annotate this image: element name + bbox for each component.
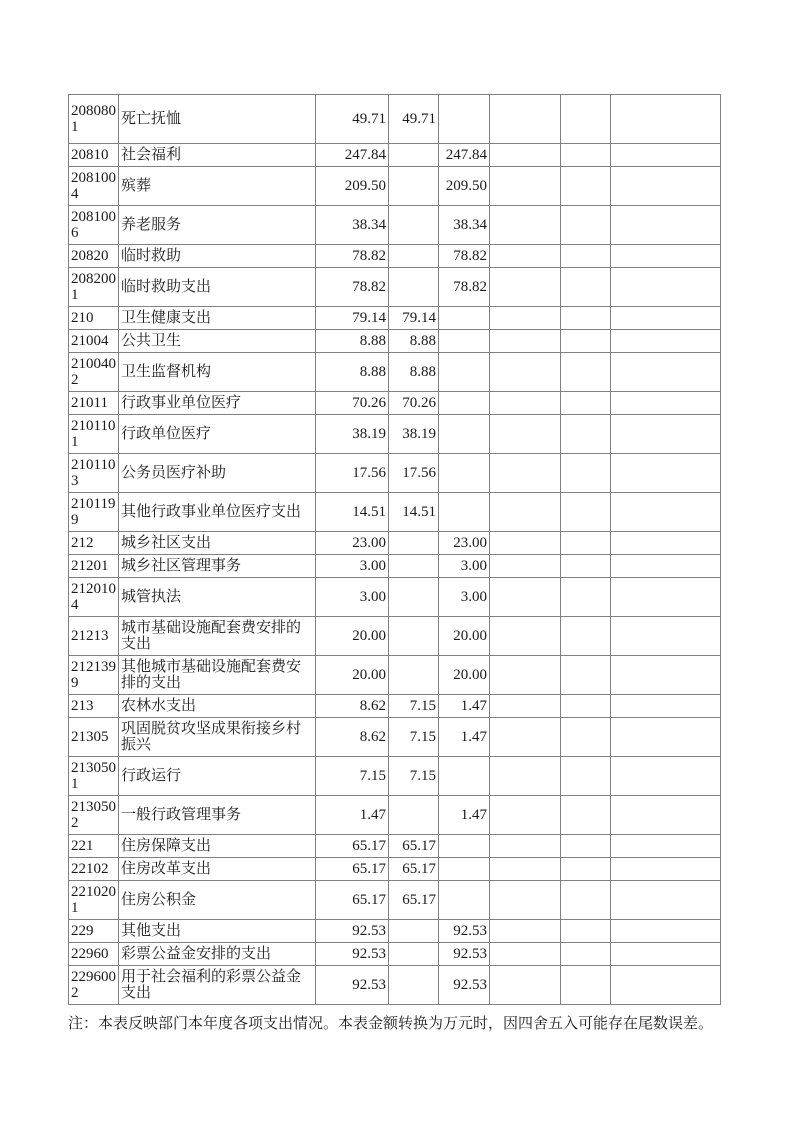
cell-code: 2100402 [69,353,119,392]
cell-value: 38.34 [439,206,490,245]
cell-value [490,532,561,555]
cell-value [490,268,561,307]
cell-value [611,920,721,943]
cell-value [611,206,721,245]
cell-value [490,920,561,943]
cell-value: 92.53 [439,920,490,943]
cell-value [490,493,561,532]
cell-value: 38.19 [389,415,439,454]
table-row [69,695,721,718]
table-row [69,454,721,493]
cell-value: 8.88 [389,330,439,353]
cell-value [439,415,490,454]
cell-value: 1.47 [439,695,490,718]
cell-value: 7.15 [389,718,439,757]
cell-value: 20.00 [316,656,389,695]
cell-value [490,415,561,454]
cell-value [561,330,611,353]
cell-value [561,144,611,167]
table-row [69,493,721,532]
cell-name: 城乡社区支出 [119,532,316,555]
table-footnote: 注：本表反映部门本年度各项支出情况。本表金额转换为万元时，因四舍五入可能存在尾数误差。 [68,1016,714,1032]
cell-value: 14.51 [316,493,389,532]
cell-value [561,617,611,656]
cell-code: 2120104 [69,578,119,617]
cell-value: 8.88 [389,353,439,392]
cell-name: 城乡社区管理事务 [119,555,316,578]
cell-name: 彩票公益金安排的支出 [119,943,316,966]
cell-value [611,578,721,617]
cell-value: 247.84 [316,144,389,167]
cell-value: 79.14 [316,307,389,330]
table-row [69,330,721,353]
cell-value: 78.82 [439,268,490,307]
cell-value [561,695,611,718]
cell-value [611,796,721,835]
cell-value: 7.15 [389,757,439,796]
cell-value: 20.00 [439,617,490,656]
cell-value [490,578,561,617]
cell-value [389,245,439,268]
cell-value [389,532,439,555]
cell-value [611,656,721,695]
cell-value: 1.47 [439,796,490,835]
cell-value [439,392,490,415]
cell-value [611,617,721,656]
cell-value [389,796,439,835]
cell-code: 21201 [69,555,119,578]
cell-value [611,268,721,307]
cell-value [561,881,611,920]
table-row [69,617,721,656]
cell-name: 用于社会福利的彩票公益金支出 [119,966,316,1005]
cell-value [389,268,439,307]
expenditure-table [68,94,721,1005]
cell-code: 213 [69,695,119,718]
cell-name: 农林水支出 [119,695,316,718]
cell-value: 1.47 [439,718,490,757]
cell-value [611,555,721,578]
cell-value: 78.82 [439,245,490,268]
cell-value: 3.00 [439,555,490,578]
cell-value [561,415,611,454]
table-row [69,532,721,555]
cell-code: 2081006 [69,206,119,245]
cell-value: 65.17 [316,881,389,920]
cell-value [439,493,490,532]
table-row [69,392,721,415]
cell-value: 49.71 [316,95,389,144]
cell-code: 2210201 [69,881,119,920]
cell-name: 住房改革支出 [119,858,316,881]
cell-value [611,881,721,920]
cell-name: 殡葬 [119,167,316,206]
cell-value: 23.00 [439,532,490,555]
cell-value: 209.50 [316,167,389,206]
cell-name: 其他行政事业单位医疗支出 [119,493,316,532]
cell-value [490,796,561,835]
cell-value [490,392,561,415]
cell-value [611,353,721,392]
table-row [69,656,721,695]
cell-code: 229 [69,920,119,943]
cell-value: 8.62 [316,695,389,718]
cell-value [611,493,721,532]
cell-value [439,881,490,920]
cell-value: 38.19 [316,415,389,454]
cell-value [561,656,611,695]
cell-value [490,95,561,144]
table-row [69,95,721,144]
cell-value [611,695,721,718]
cell-value [439,757,490,796]
table-row [69,757,721,796]
cell-value [561,454,611,493]
table-row [69,555,721,578]
cell-value [561,966,611,1005]
cell-value [490,695,561,718]
cell-value [561,307,611,330]
cell-value [611,167,721,206]
cell-value [389,920,439,943]
cell-value [389,966,439,1005]
cell-value [561,757,611,796]
cell-value [389,144,439,167]
table-row [69,796,721,835]
cell-value [561,858,611,881]
cell-value [611,144,721,167]
cell-value [561,95,611,144]
cell-value: 1.47 [316,796,389,835]
cell-code: 221 [69,835,119,858]
cell-value [611,245,721,268]
cell-value [389,555,439,578]
table-row [69,353,721,392]
cell-code: 212 [69,532,119,555]
cell-value [490,656,561,695]
cell-code: 20810 [69,144,119,167]
cell-value [561,392,611,415]
cell-code: 2082001 [69,268,119,307]
cell-value: 38.34 [316,206,389,245]
cell-value [611,757,721,796]
table-row [69,268,721,307]
cell-name: 巩固脱贫攻坚成果衔接乡村振兴 [119,718,316,757]
cell-value [490,245,561,268]
cell-value [561,835,611,858]
cell-value [490,206,561,245]
cell-code: 2121399 [69,656,119,695]
cell-value [561,920,611,943]
cell-value: 79.14 [389,307,439,330]
cell-value [611,392,721,415]
cell-value [611,943,721,966]
cell-value: 65.17 [316,835,389,858]
cell-value [490,555,561,578]
expenditure-table-body [69,95,721,1005]
cell-name: 一般行政管理事务 [119,796,316,835]
cell-name: 临时救助 [119,245,316,268]
cell-value: 92.53 [439,966,490,1005]
cell-name: 城管执法 [119,578,316,617]
cell-value: 17.56 [389,454,439,493]
cell-value: 70.26 [389,392,439,415]
cell-value: 247.84 [439,144,490,167]
cell-value [561,206,611,245]
cell-value: 65.17 [316,858,389,881]
cell-value [439,330,490,353]
cell-code: 2080801 [69,95,119,144]
cell-code: 20820 [69,245,119,268]
cell-code: 210 [69,307,119,330]
table-row [69,718,721,757]
cell-code: 2101101 [69,415,119,454]
cell-value: 20.00 [316,617,389,656]
cell-value: 7.15 [389,695,439,718]
cell-value: 70.26 [316,392,389,415]
cell-value [561,493,611,532]
cell-value [561,532,611,555]
cell-value: 17.56 [316,454,389,493]
cell-value [561,578,611,617]
cell-value [389,206,439,245]
cell-value [439,95,490,144]
cell-code: 2296002 [69,966,119,1005]
cell-value [389,943,439,966]
cell-value: 7.15 [316,757,389,796]
cell-name: 城市基础设施配套费安排的支出 [119,617,316,656]
cell-name: 行政单位医疗 [119,415,316,454]
cell-value [490,757,561,796]
cell-value [439,307,490,330]
cell-value [611,966,721,1005]
cell-value [611,858,721,881]
cell-value: 3.00 [439,578,490,617]
cell-value [439,454,490,493]
table-row [69,943,721,966]
cell-code: 2081004 [69,167,119,206]
cell-value: 49.71 [389,95,439,144]
cell-name: 行政事业单位医疗 [119,392,316,415]
cell-value: 78.82 [316,268,389,307]
cell-value: 65.17 [389,835,439,858]
cell-code: 2130501 [69,757,119,796]
cell-code: 21213 [69,617,119,656]
cell-value [490,718,561,757]
cell-value: 8.88 [316,353,389,392]
cell-code: 21305 [69,718,119,757]
cell-value [490,943,561,966]
cell-value [389,656,439,695]
cell-value [561,245,611,268]
cell-value [611,95,721,144]
cell-value [611,415,721,454]
table-row [69,307,721,330]
cell-value [490,881,561,920]
cell-name: 住房公积金 [119,881,316,920]
cell-value [561,353,611,392]
cell-value [389,167,439,206]
cell-value: 65.17 [389,858,439,881]
cell-value: 3.00 [316,555,389,578]
cell-value [611,532,721,555]
cell-value [490,307,561,330]
cell-name: 养老服务 [119,206,316,245]
cell-value [561,268,611,307]
cell-value [490,835,561,858]
cell-name: 公务员医疗补助 [119,454,316,493]
cell-value [490,617,561,656]
cell-value [490,966,561,1005]
cell-value: 14.51 [389,493,439,532]
cell-value [389,617,439,656]
cell-name: 死亡抚恤 [119,95,316,144]
cell-value [611,454,721,493]
cell-value: 20.00 [439,656,490,695]
cell-value [490,454,561,493]
table-row [69,206,721,245]
cell-value [389,578,439,617]
table-row [69,144,721,167]
cell-value [490,858,561,881]
cell-value [611,307,721,330]
cell-name: 卫生健康支出 [119,307,316,330]
cell-value: 8.62 [316,718,389,757]
cell-value: 8.88 [316,330,389,353]
cell-code: 2101199 [69,493,119,532]
cell-value [490,353,561,392]
cell-name: 行政运行 [119,757,316,796]
table-row [69,167,721,206]
cell-code: 22960 [69,943,119,966]
cell-value: 92.53 [316,920,389,943]
table-row [69,966,721,1005]
cell-value [439,353,490,392]
cell-code: 2130502 [69,796,119,835]
table-row [69,920,721,943]
cell-value: 92.53 [316,943,389,966]
cell-value [490,144,561,167]
cell-name: 社会福利 [119,144,316,167]
table-row [69,835,721,858]
cell-value: 209.50 [439,167,490,206]
cell-name: 卫生监督机构 [119,353,316,392]
table-row [69,578,721,617]
table-row [69,881,721,920]
cell-value: 3.00 [316,578,389,617]
cell-name: 其他城市基础设施配套费安排的支出 [119,656,316,695]
cell-name: 住房保障支出 [119,835,316,858]
cell-value [561,943,611,966]
cell-code: 22102 [69,858,119,881]
cell-name: 其他支出 [119,920,316,943]
cell-value [611,330,721,353]
cell-value: 92.53 [316,966,389,1005]
cell-value [439,858,490,881]
cell-value [561,796,611,835]
table-row [69,415,721,454]
cell-value [561,555,611,578]
cell-value [490,330,561,353]
cell-code: 21011 [69,392,119,415]
cell-value [561,167,611,206]
cell-value: 65.17 [389,881,439,920]
cell-value: 92.53 [439,943,490,966]
cell-value [490,167,561,206]
table-row [69,858,721,881]
cell-value [611,835,721,858]
cell-value [561,718,611,757]
cell-value [439,835,490,858]
cell-value: 23.00 [316,532,389,555]
cell-name: 公共卫生 [119,330,316,353]
cell-value: 78.82 [316,245,389,268]
cell-code: 21004 [69,330,119,353]
cell-name: 临时救助支出 [119,268,316,307]
cell-value [611,718,721,757]
table-row [69,245,721,268]
cell-code: 2101103 [69,454,119,493]
